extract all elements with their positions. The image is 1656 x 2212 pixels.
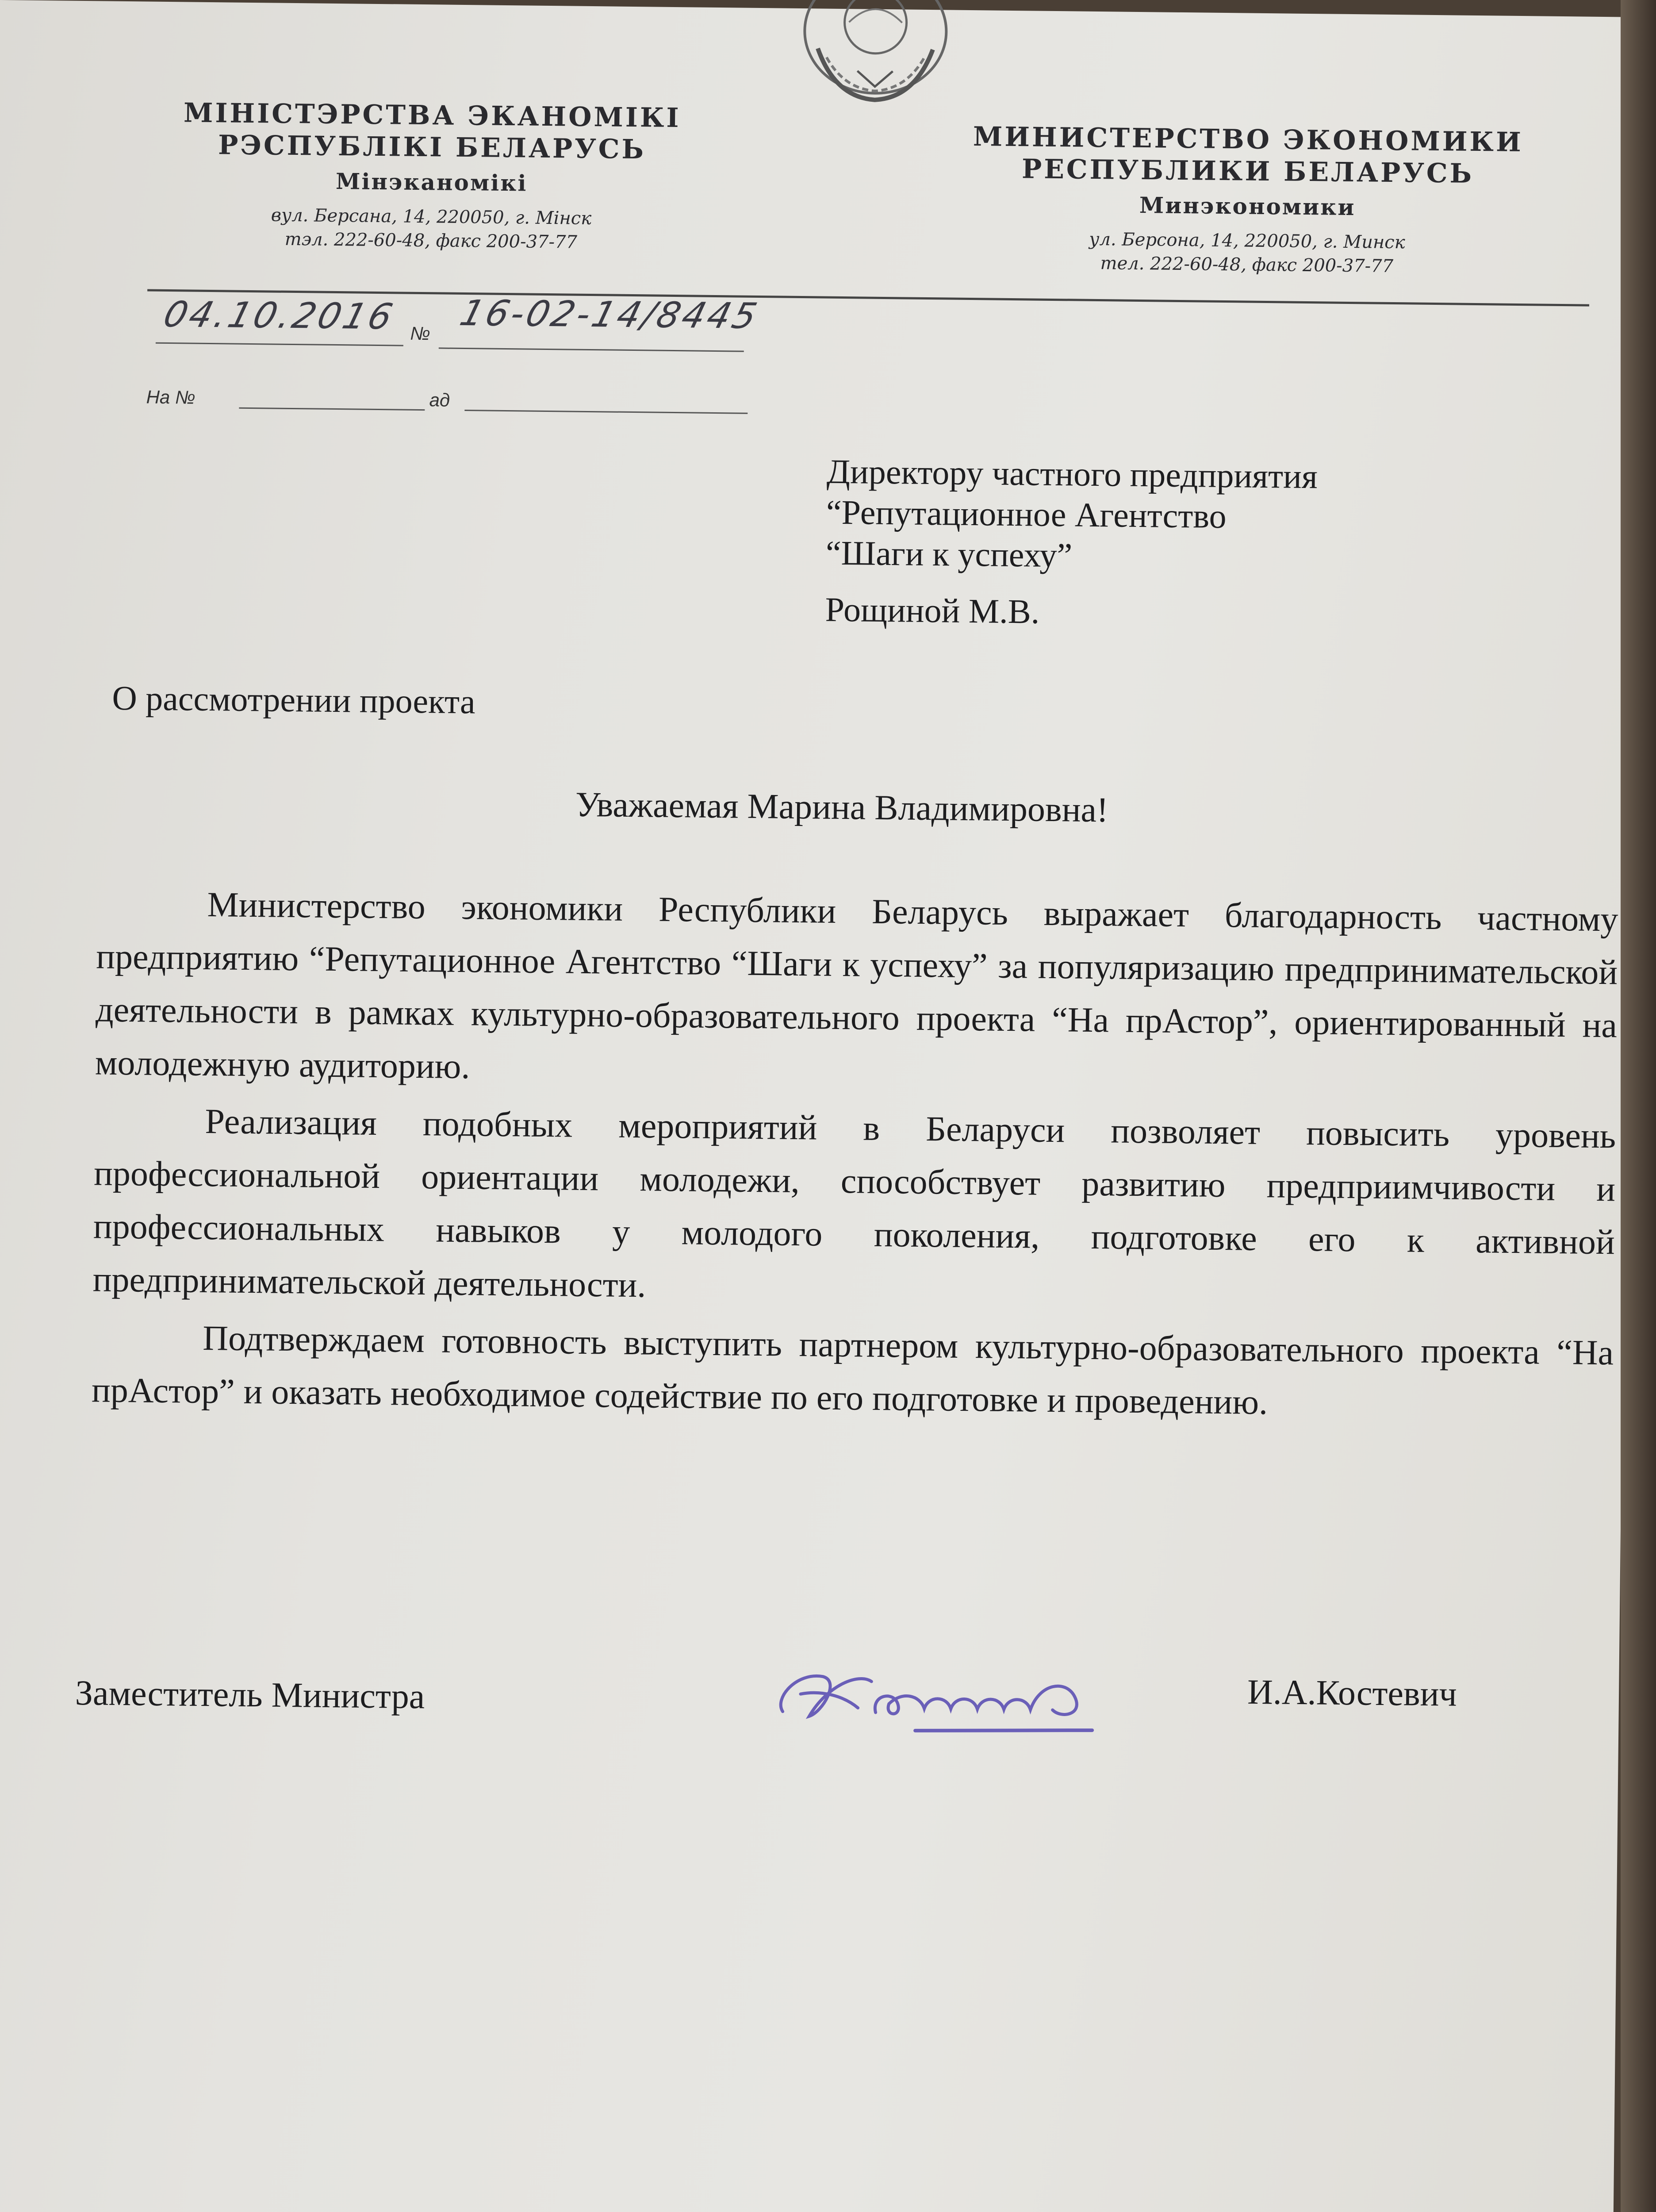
ref-date-line [464, 410, 748, 414]
registration-date: 04.10.2016 [159, 294, 399, 338]
header-left-title-1: МІНІСТЭРСТВА ЭКАНОМІКІ [183, 97, 681, 134]
addressee-block [825, 451, 1318, 635]
header-right-title-1: МИНИСТЕРСТВО ЭКОНОМИКИ [973, 121, 1524, 158]
body-paragraph-3: Подтверждаем готовность выступить партнером культурно-образовательного проекта “На прАстор” и оказать необходимое содействие по его подготовке и проведению. [91, 1318, 1614, 1422]
ref-label: На № [146, 386, 196, 408]
subject-line: О рассмотрении проекта [112, 678, 476, 721]
header-left-short-name: Мінэканомікі [335, 168, 528, 196]
header-right-title-2: РЕСПУБЛИКИ БЕЛАРУСЬ [1021, 154, 1474, 189]
header-left-address: вул. Берсана, 14, 220050, г. Мінск [271, 205, 592, 229]
coat-of-arms-icon [791, 0, 960, 108]
ref-from-label: ад [429, 389, 450, 411]
background-edge [1621, 0, 1656, 2212]
number-sign: № [410, 323, 430, 344]
header-right-address: ул. Берсона, 14, 220050, г. Минск [1089, 229, 1405, 253]
header-right [970, 121, 1525, 280]
body-paragraph-2: Реализация подобных мероприятий в Беларуси позволяет повысить уровень профессиональной ориентации молодежи, способствует развитию предприимчивости и профессиональных навыков у молодого поколения, подготовке его к активной предпринимательской деятельности. [92, 1102, 1616, 1305]
registration-number: 16-02-14/8445 [456, 292, 764, 337]
ref-number-line [239, 407, 425, 411]
signatory-name: И.А.Костевич [1247, 1672, 1457, 1714]
handwritten-signature [756, 1645, 1119, 1746]
addressee-line-2: “Репутационное Агентство [826, 492, 1227, 536]
header-right-phone: тел. 222-60-48, факс 200-37-77 [1100, 253, 1394, 277]
header-right-short-name: Минэкономики [1139, 192, 1356, 221]
addressee-line-4: Рощиной М.В. [825, 590, 1040, 631]
body-paragraph-1: Министерство экономики Республики Беларусь выражает благодарность частному предприятию “Репутационное Агентство “Шаги к успеху” за популяризацию предпринимательской деятельности в рамках культурно-образовательного проекта “На прАстор”, ориентированный на молодежную аудиторию. [95, 885, 1618, 1087]
header-left-title-2: РЭСПУБЛІКІ БЕЛАРУСЬ [218, 130, 646, 165]
addressee-line-3: “Шаги к успеху” [825, 533, 1073, 575]
signatory-title: Заместитель Министра [75, 1673, 425, 1717]
header-left [165, 97, 698, 256]
header-left-phone: тэл. 222-60-48, факс 200-37-77 [284, 229, 578, 253]
number-underline [439, 347, 744, 352]
letter-body [91, 877, 1618, 1437]
addressee-line-1: Директору частного предприятия [826, 452, 1318, 496]
salutation: Уважаемая Марина Владимировна! [575, 785, 1109, 830]
date-underline [156, 342, 403, 346]
